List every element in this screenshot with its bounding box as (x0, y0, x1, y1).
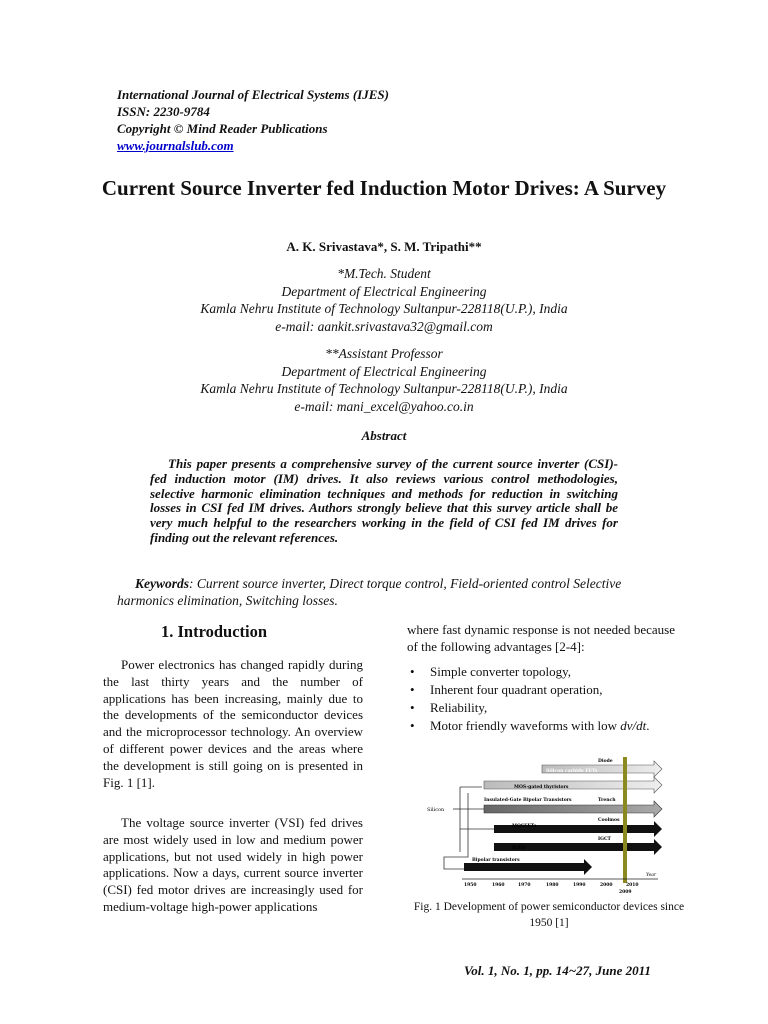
list-item: • Motor friendly waveforms with low dv/dt. (410, 718, 650, 733)
label-trench: Trench (598, 798, 616, 803)
section-heading: 1. Introduction (161, 622, 268, 641)
journal-url-link[interactable]: www.journalslub.com (117, 138, 234, 153)
affiliation-2 (84, 345, 684, 415)
figure-caption: Fig. 1 Development of power semiconductor devices since 1950 [1] (413, 901, 685, 929)
svg-text:1990: 1990 (573, 883, 586, 888)
label-igto: IGTO (512, 846, 526, 851)
year-ticks (464, 882, 639, 888)
bar-igbt (484, 801, 662, 817)
affiliation-2-institute: Kamla Nehru Institute of Technology Sultanpur-228118(U.P.), India (200, 381, 568, 396)
svg-text:1950: 1950 (464, 883, 477, 888)
journal-name: International Journal of Electrical Systems (IJES) (117, 87, 389, 102)
svg-text:1960: 1960 (492, 883, 505, 888)
abstract-text: This paper presents a comprehensive survey of the current source inverter (CSI)-fed induction motor (IM) drives. It also reviews various control methodologies, selective harmonic elimination techniques and methods for reduction in switching losses in CSI fed IM drives. Authors strongly believe that this survey article shall be very much helpful to the researchers working in the field of CSI fed IM drives for finding out the relevant references. (150, 456, 618, 545)
affiliation-1-role: *M.Tech. Student (337, 266, 431, 281)
axis-year-label: Year (646, 873, 657, 878)
keywords (117, 575, 657, 609)
affiliation-2-email: e-mail: mani_excel@yahoo.co.in (294, 398, 474, 414)
journal-header (117, 86, 389, 154)
affiliation-1 (84, 265, 684, 335)
device-timeline-figure (424, 757, 679, 895)
intro-paragraph-2: The voltage source inverter (VSI) fed drives are most widely used in low and medium power applications, but not used widely in high power applications. Now a days, current source inverter (CSI) fed motor drives are increasingly used for medium-voltage high-power applications (103, 815, 363, 914)
journal-issn: ISSN: 2230-9784 (117, 104, 210, 119)
svg-text:2000: 2000 (600, 883, 613, 888)
abstract-heading: Abstract (361, 428, 407, 443)
affiliation-1-institute: Kamla Nehru Institute of Technology Sultanpur-228118(U.P.), India (200, 301, 568, 316)
intro-paragraph-3: where fast dynamic response is not needed because of the following advantages [2-4]: (407, 622, 675, 654)
silicon-label: Silicon (427, 807, 445, 813)
year-marker-line (623, 757, 627, 883)
paper-title: Current Source Inverter fed Induction Motor Drives: A Survey (101, 176, 667, 200)
label-igct: IGCT (598, 837, 611, 842)
label-mos-thyristors: MOS-gated thyristors (514, 785, 569, 790)
intro-paragraph-1: Power electronics has changed rapidly during the last thirty years and the number of applications has been increasing, mainly due to the developments of the semiconductor devices and the microprocessor technology. An overview of different power devices and the areas where the development is still going on is presented in Fig. 1 [1]. (103, 657, 363, 790)
affiliation-2-dept: Department of Electrical Engineering (281, 363, 487, 379)
label-bipolar: Bipolar transistors (472, 858, 520, 863)
label-diode: Diode (598, 759, 613, 764)
label-igbt: Insulated-Gate Bipolar Transistors (484, 798, 572, 803)
bar-mos-thyristors (484, 777, 662, 793)
author-list: A. K. Srivastava*, S. M. Tripathi** (286, 239, 482, 254)
affiliation-2-role: **Assistant Professor (325, 346, 443, 361)
journal-copyright: Copyright © Mind Reader Publications (117, 121, 328, 136)
label-coolmos: Coolmos (598, 818, 620, 823)
page-footer: Vol. 1, No. 1, pp. 14~27, June 2011 (464, 963, 651, 978)
advantages-list (410, 663, 675, 734)
list-item: • Reliability, (410, 700, 488, 715)
svg-text:2010: 2010 (626, 883, 639, 888)
keywords-label: Keywords (135, 576, 189, 591)
label-silicon-carbide: Silicon carbide FETs (546, 769, 598, 774)
keywords-text: : Current source inverter, Direct torque control, Field-oriented control Selective harmonics elimination, Switching losses. (117, 576, 622, 608)
svg-text:1980: 1980 (546, 883, 559, 888)
affiliation-1-dept: Department of Electrical Engineering (281, 283, 487, 299)
affiliation-1-email: e-mail: aankit.srivastava32@gmail.com (275, 318, 493, 334)
year-marker-label: 2009 (619, 890, 632, 895)
label-mosfets: MOSFETs (512, 824, 537, 829)
svg-text:1970: 1970 (518, 883, 531, 888)
list-item: • Simple converter topology, (410, 664, 572, 679)
list-item: • Inherent four quadrant operation, (410, 682, 603, 697)
